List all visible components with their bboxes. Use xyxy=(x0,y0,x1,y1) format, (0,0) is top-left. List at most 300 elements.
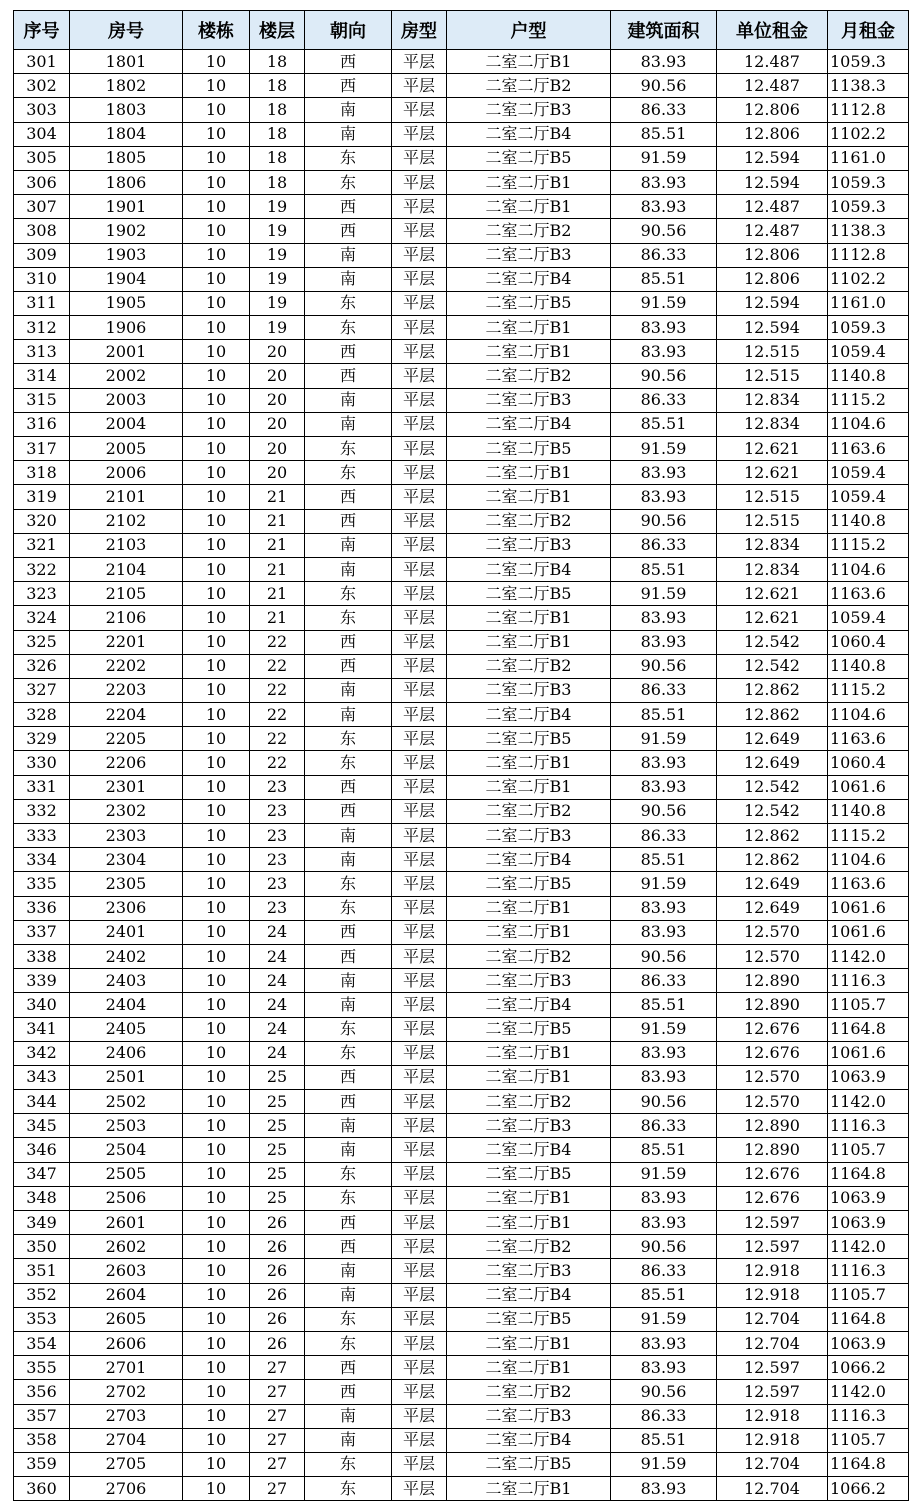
cell-floor: 18 xyxy=(250,170,305,194)
cell-layout: 二室二厅B1 xyxy=(447,1356,611,1380)
cell-layout: 二室二厅B3 xyxy=(447,824,611,848)
cell-floor: 22 xyxy=(250,703,305,727)
cell-monthly-rent: 1115.2 xyxy=(828,678,909,702)
cell-floor: 19 xyxy=(250,267,305,291)
cell-room-no: 2301 xyxy=(70,775,183,799)
cell-floor: 18 xyxy=(250,74,305,98)
cell-monthly-rent: 1059.4 xyxy=(828,340,909,364)
cell-layout: 二室二厅B3 xyxy=(447,678,611,702)
cell-orientation: 西 xyxy=(305,630,392,654)
cell-orientation: 西 xyxy=(305,364,392,388)
cell-unit-rent: 12.621 xyxy=(717,606,828,630)
cell-floor-area: 83.93 xyxy=(611,1065,717,1089)
cell-monthly-rent: 1163.6 xyxy=(828,727,909,751)
cell-orientation: 东 xyxy=(305,1477,392,1501)
table-row xyxy=(14,291,909,315)
cell-seq: 350 xyxy=(14,1235,70,1259)
table-row xyxy=(14,219,909,243)
cell-orientation: 南 xyxy=(305,678,392,702)
header-row xyxy=(14,11,909,50)
cell-building: 10 xyxy=(183,412,250,436)
table-row xyxy=(14,122,909,146)
cell-layout: 二室二厅B4 xyxy=(447,412,611,436)
cell-floor-area: 91.59 xyxy=(611,1017,717,1041)
table-row xyxy=(14,1211,909,1235)
cell-room-type: 平层 xyxy=(392,848,447,872)
cell-floor-area: 86.33 xyxy=(611,1114,717,1138)
table-row xyxy=(14,848,909,872)
cell-room-no: 2406 xyxy=(70,1041,183,1065)
cell-layout: 二室二厅B3 xyxy=(447,533,611,557)
cell-room-no: 2004 xyxy=(70,412,183,436)
header-monthly-rent: 月租金 xyxy=(828,11,909,50)
cell-room-no: 1806 xyxy=(70,170,183,194)
table-row xyxy=(14,98,909,122)
cell-building: 10 xyxy=(183,1307,250,1331)
cell-layout: 二室二厅B1 xyxy=(447,1186,611,1210)
cell-floor-area: 90.56 xyxy=(611,1090,717,1114)
cell-monthly-rent: 1066.2 xyxy=(828,1477,909,1501)
cell-orientation: 西 xyxy=(305,799,392,823)
cell-room-type: 平层 xyxy=(392,1331,447,1355)
cell-seq: 358 xyxy=(14,1428,70,1452)
cell-layout: 二室二厅B4 xyxy=(447,1138,611,1162)
cell-room-type: 平层 xyxy=(392,606,447,630)
cell-building: 10 xyxy=(183,437,250,461)
cell-layout: 二室二厅B2 xyxy=(447,944,611,968)
cell-layout: 二室二厅B1 xyxy=(447,316,611,340)
cell-room-no: 2403 xyxy=(70,969,183,993)
cell-floor-area: 83.93 xyxy=(611,920,717,944)
cell-monthly-rent: 1115.2 xyxy=(828,824,909,848)
table-row xyxy=(14,557,909,581)
cell-monthly-rent: 1059.3 xyxy=(828,50,909,74)
table-row xyxy=(14,1307,909,1331)
cell-unit-rent: 12.918 xyxy=(717,1283,828,1307)
cell-orientation: 南 xyxy=(305,267,392,291)
cell-unit-rent: 12.862 xyxy=(717,678,828,702)
cell-room-type: 平层 xyxy=(392,50,447,74)
cell-building: 10 xyxy=(183,896,250,920)
cell-room-type: 平层 xyxy=(392,146,447,170)
cell-unit-rent: 12.890 xyxy=(717,1114,828,1138)
table-row xyxy=(14,630,909,654)
cell-seq: 323 xyxy=(14,582,70,606)
table-row xyxy=(14,1356,909,1380)
cell-room-no: 2402 xyxy=(70,944,183,968)
cell-floor-area: 83.93 xyxy=(611,630,717,654)
cell-seq: 311 xyxy=(14,291,70,315)
cell-room-no: 2701 xyxy=(70,1356,183,1380)
cell-seq: 330 xyxy=(14,751,70,775)
cell-building: 10 xyxy=(183,316,250,340)
cell-layout: 二室二厅B5 xyxy=(447,1162,611,1186)
cell-orientation: 西 xyxy=(305,195,392,219)
cell-orientation: 东 xyxy=(305,1307,392,1331)
cell-floor: 18 xyxy=(250,146,305,170)
cell-seq: 356 xyxy=(14,1380,70,1404)
cell-floor: 20 xyxy=(250,412,305,436)
cell-unit-rent: 12.487 xyxy=(717,195,828,219)
cell-room-no: 2201 xyxy=(70,630,183,654)
cell-room-no: 2501 xyxy=(70,1065,183,1089)
cell-floor-area: 90.56 xyxy=(611,219,717,243)
cell-room-type: 平层 xyxy=(392,437,447,461)
cell-floor: 21 xyxy=(250,533,305,557)
cell-seq: 360 xyxy=(14,1477,70,1501)
cell-seq: 341 xyxy=(14,1017,70,1041)
cell-monthly-rent: 1115.2 xyxy=(828,533,909,557)
cell-room-type: 平层 xyxy=(392,461,447,485)
cell-seq: 355 xyxy=(14,1356,70,1380)
cell-room-type: 平层 xyxy=(392,1235,447,1259)
cell-monthly-rent: 1163.6 xyxy=(828,437,909,461)
table-row xyxy=(14,1259,909,1283)
table-body xyxy=(14,50,909,1501)
cell-monthly-rent: 1063.9 xyxy=(828,1065,909,1089)
cell-seq: 344 xyxy=(14,1090,70,1114)
cell-seq: 354 xyxy=(14,1331,70,1355)
table-row xyxy=(14,1428,909,1452)
cell-monthly-rent: 1161.0 xyxy=(828,291,909,315)
cell-layout: 二室二厅B3 xyxy=(447,1259,611,1283)
cell-monthly-rent: 1112.8 xyxy=(828,243,909,267)
cell-building: 10 xyxy=(183,122,250,146)
cell-room-type: 平层 xyxy=(392,1162,447,1186)
cell-orientation: 东 xyxy=(305,1186,392,1210)
cell-unit-rent: 12.542 xyxy=(717,654,828,678)
cell-monthly-rent: 1059.4 xyxy=(828,461,909,485)
cell-seq: 308 xyxy=(14,219,70,243)
table-row xyxy=(14,799,909,823)
cell-seq: 320 xyxy=(14,509,70,533)
cell-floor-area: 83.93 xyxy=(611,170,717,194)
cell-layout: 二室二厅B4 xyxy=(447,848,611,872)
cell-floor-area: 91.59 xyxy=(611,872,717,896)
cell-orientation: 南 xyxy=(305,388,392,412)
cell-room-no: 2404 xyxy=(70,993,183,1017)
cell-unit-rent: 12.806 xyxy=(717,98,828,122)
cell-room-no: 2601 xyxy=(70,1211,183,1235)
cell-orientation: 东 xyxy=(305,1331,392,1355)
table-row xyxy=(14,74,909,98)
cell-floor-area: 90.56 xyxy=(611,1235,717,1259)
cell-room-no: 2304 xyxy=(70,848,183,872)
cell-room-type: 平层 xyxy=(392,824,447,848)
cell-unit-rent: 12.890 xyxy=(717,969,828,993)
cell-room-type: 平层 xyxy=(392,243,447,267)
cell-orientation: 西 xyxy=(305,219,392,243)
table-row xyxy=(14,461,909,485)
cell-layout: 二室二厅B1 xyxy=(447,170,611,194)
cell-room-type: 平层 xyxy=(392,872,447,896)
cell-unit-rent: 12.890 xyxy=(717,993,828,1017)
cell-floor-area: 86.33 xyxy=(611,1259,717,1283)
cell-unit-rent: 12.570 xyxy=(717,920,828,944)
cell-seq: 334 xyxy=(14,848,70,872)
cell-layout: 二室二厅B2 xyxy=(447,654,611,678)
cell-monthly-rent: 1105.7 xyxy=(828,1428,909,1452)
cell-room-type: 平层 xyxy=(392,1114,447,1138)
cell-floor: 25 xyxy=(250,1162,305,1186)
table-row xyxy=(14,1138,909,1162)
cell-room-type: 平层 xyxy=(392,195,447,219)
cell-building: 10 xyxy=(183,630,250,654)
cell-monthly-rent: 1164.8 xyxy=(828,1307,909,1331)
cell-room-type: 平层 xyxy=(392,703,447,727)
table-row xyxy=(14,1041,909,1065)
cell-orientation: 南 xyxy=(305,1114,392,1138)
cell-floor: 24 xyxy=(250,1017,305,1041)
cell-floor: 23 xyxy=(250,848,305,872)
cell-floor-area: 83.93 xyxy=(611,340,717,364)
cell-unit-rent: 12.890 xyxy=(717,1138,828,1162)
cell-monthly-rent: 1104.6 xyxy=(828,848,909,872)
cell-building: 10 xyxy=(183,1162,250,1186)
cell-floor-area: 91.59 xyxy=(611,727,717,751)
cell-building: 10 xyxy=(183,485,250,509)
cell-orientation: 东 xyxy=(305,437,392,461)
cell-orientation: 东 xyxy=(305,582,392,606)
cell-unit-rent: 12.676 xyxy=(717,1017,828,1041)
cell-floor: 26 xyxy=(250,1307,305,1331)
cell-layout: 二室二厅B5 xyxy=(447,582,611,606)
cell-floor: 27 xyxy=(250,1428,305,1452)
cell-layout: 二室二厅B4 xyxy=(447,122,611,146)
cell-building: 10 xyxy=(183,703,250,727)
cell-floor: 20 xyxy=(250,388,305,412)
cell-layout: 二室二厅B3 xyxy=(447,1114,611,1138)
cell-orientation: 西 xyxy=(305,1065,392,1089)
table-header xyxy=(14,11,909,50)
cell-building: 10 xyxy=(183,74,250,98)
cell-orientation: 西 xyxy=(305,1356,392,1380)
table-row xyxy=(14,1114,909,1138)
cell-floor: 22 xyxy=(250,654,305,678)
cell-room-no: 2606 xyxy=(70,1331,183,1355)
cell-monthly-rent: 1105.7 xyxy=(828,993,909,1017)
cell-room-type: 平层 xyxy=(392,219,447,243)
cell-layout: 二室二厅B1 xyxy=(447,1331,611,1355)
cell-orientation: 东 xyxy=(305,1452,392,1476)
cell-seq: 333 xyxy=(14,824,70,848)
cell-floor-area: 83.93 xyxy=(611,316,717,340)
cell-orientation: 南 xyxy=(305,1283,392,1307)
cell-monthly-rent: 1116.3 xyxy=(828,1259,909,1283)
cell-seq: 345 xyxy=(14,1114,70,1138)
cell-floor: 20 xyxy=(250,437,305,461)
cell-orientation: 东 xyxy=(305,1041,392,1065)
cell-room-type: 平层 xyxy=(392,170,447,194)
table-row xyxy=(14,872,909,896)
cell-floor: 21 xyxy=(250,485,305,509)
cell-room-no: 2604 xyxy=(70,1283,183,1307)
cell-orientation: 东 xyxy=(305,1162,392,1186)
cell-monthly-rent: 1061.6 xyxy=(828,775,909,799)
cell-building: 10 xyxy=(183,1380,250,1404)
cell-room-no: 2006 xyxy=(70,461,183,485)
cell-floor: 21 xyxy=(250,557,305,581)
cell-floor: 25 xyxy=(250,1186,305,1210)
cell-orientation: 南 xyxy=(305,848,392,872)
cell-layout: 二室二厅B4 xyxy=(447,703,611,727)
cell-monthly-rent: 1104.6 xyxy=(828,703,909,727)
cell-layout: 二室二厅B2 xyxy=(447,74,611,98)
cell-floor-area: 90.56 xyxy=(611,1380,717,1404)
table-row xyxy=(14,340,909,364)
cell-room-no: 2302 xyxy=(70,799,183,823)
cell-floor: 27 xyxy=(250,1452,305,1476)
cell-floor-area: 83.93 xyxy=(611,1356,717,1380)
cell-floor-area: 83.93 xyxy=(611,1477,717,1501)
cell-unit-rent: 12.704 xyxy=(717,1477,828,1501)
cell-monthly-rent: 1115.2 xyxy=(828,388,909,412)
cell-room-no: 2506 xyxy=(70,1186,183,1210)
cell-layout: 二室二厅B1 xyxy=(447,1477,611,1501)
cell-unit-rent: 12.570 xyxy=(717,944,828,968)
cell-unit-rent: 12.597 xyxy=(717,1235,828,1259)
cell-floor-area: 90.56 xyxy=(611,509,717,533)
cell-room-type: 平层 xyxy=(392,364,447,388)
cell-floor-area: 91.59 xyxy=(611,1162,717,1186)
cell-seq: 331 xyxy=(14,775,70,799)
cell-monthly-rent: 1116.3 xyxy=(828,969,909,993)
cell-floor-area: 91.59 xyxy=(611,291,717,315)
cell-monthly-rent: 1164.8 xyxy=(828,1017,909,1041)
cell-room-type: 平层 xyxy=(392,98,447,122)
cell-unit-rent: 12.834 xyxy=(717,388,828,412)
cell-monthly-rent: 1063.9 xyxy=(828,1331,909,1355)
cell-building: 10 xyxy=(183,1138,250,1162)
cell-unit-rent: 12.918 xyxy=(717,1404,828,1428)
cell-orientation: 西 xyxy=(305,920,392,944)
cell-building: 10 xyxy=(183,799,250,823)
cell-layout: 二室二厅B1 xyxy=(447,1065,611,1089)
cell-seq: 306 xyxy=(14,170,70,194)
cell-room-no: 1904 xyxy=(70,267,183,291)
cell-monthly-rent: 1059.4 xyxy=(828,606,909,630)
cell-unit-rent: 12.704 xyxy=(717,1452,828,1476)
cell-orientation: 西 xyxy=(305,1090,392,1114)
cell-layout: 二室二厅B1 xyxy=(447,50,611,74)
cell-monthly-rent: 1061.6 xyxy=(828,896,909,920)
cell-unit-rent: 12.806 xyxy=(717,267,828,291)
cell-unit-rent: 12.862 xyxy=(717,703,828,727)
cell-orientation: 南 xyxy=(305,1259,392,1283)
table-row xyxy=(14,388,909,412)
header-layout: 户型 xyxy=(447,11,611,50)
cell-orientation: 东 xyxy=(305,291,392,315)
cell-seq: 307 xyxy=(14,195,70,219)
cell-orientation: 南 xyxy=(305,122,392,146)
table-row xyxy=(14,582,909,606)
cell-layout: 二室二厅B1 xyxy=(447,461,611,485)
cell-floor-area: 86.33 xyxy=(611,98,717,122)
cell-layout: 二室二厅B2 xyxy=(447,219,611,243)
cell-room-type: 平层 xyxy=(392,920,447,944)
cell-layout: 二室二厅B1 xyxy=(447,485,611,509)
cell-room-type: 平层 xyxy=(392,630,447,654)
cell-unit-rent: 12.649 xyxy=(717,751,828,775)
header-room-no: 房号 xyxy=(70,11,183,50)
cell-seq: 322 xyxy=(14,557,70,581)
cell-floor: 24 xyxy=(250,969,305,993)
cell-room-type: 平层 xyxy=(392,751,447,775)
cell-seq: 353 xyxy=(14,1307,70,1331)
cell-orientation: 南 xyxy=(305,993,392,1017)
cell-unit-rent: 12.515 xyxy=(717,485,828,509)
cell-room-no: 2502 xyxy=(70,1090,183,1114)
cell-seq: 332 xyxy=(14,799,70,823)
cell-room-no: 2505 xyxy=(70,1162,183,1186)
cell-orientation: 西 xyxy=(305,1380,392,1404)
cell-orientation: 东 xyxy=(305,170,392,194)
cell-unit-rent: 12.704 xyxy=(717,1331,828,1355)
cell-room-no: 2605 xyxy=(70,1307,183,1331)
table-row xyxy=(14,1452,909,1476)
cell-room-type: 平层 xyxy=(392,1356,447,1380)
cell-floor-area: 83.93 xyxy=(611,461,717,485)
table-row xyxy=(14,1283,909,1307)
cell-floor-area: 83.93 xyxy=(611,1331,717,1355)
cell-monthly-rent: 1140.8 xyxy=(828,509,909,533)
cell-floor: 26 xyxy=(250,1331,305,1355)
cell-layout: 二室二厅B5 xyxy=(447,291,611,315)
cell-building: 10 xyxy=(183,1283,250,1307)
cell-room-type: 平层 xyxy=(392,267,447,291)
cell-seq: 343 xyxy=(14,1065,70,1089)
cell-unit-rent: 12.918 xyxy=(717,1259,828,1283)
cell-layout: 二室二厅B2 xyxy=(447,364,611,388)
cell-floor-area: 86.33 xyxy=(611,1404,717,1428)
cell-orientation: 西 xyxy=(305,1235,392,1259)
cell-monthly-rent: 1105.7 xyxy=(828,1283,909,1307)
cell-layout: 二室二厅B4 xyxy=(447,1283,611,1307)
cell-building: 10 xyxy=(183,1017,250,1041)
cell-orientation: 东 xyxy=(305,872,392,896)
cell-layout: 二室二厅B5 xyxy=(447,727,611,751)
cell-room-no: 2203 xyxy=(70,678,183,702)
cell-seq: 305 xyxy=(14,146,70,170)
cell-floor-area: 90.56 xyxy=(611,654,717,678)
cell-room-type: 平层 xyxy=(392,993,447,1017)
cell-unit-rent: 12.542 xyxy=(717,630,828,654)
cell-unit-rent: 12.834 xyxy=(717,557,828,581)
cell-building: 10 xyxy=(183,388,250,412)
cell-monthly-rent: 1164.8 xyxy=(828,1162,909,1186)
cell-unit-rent: 12.570 xyxy=(717,1090,828,1114)
cell-floor-area: 90.56 xyxy=(611,364,717,388)
cell-unit-rent: 12.621 xyxy=(717,437,828,461)
cell-seq: 325 xyxy=(14,630,70,654)
cell-seq: 326 xyxy=(14,654,70,678)
cell-layout: 二室二厅B1 xyxy=(447,1211,611,1235)
cell-orientation: 西 xyxy=(305,74,392,98)
cell-monthly-rent: 1102.2 xyxy=(828,267,909,291)
cell-layout: 二室二厅B1 xyxy=(447,751,611,775)
cell-orientation: 东 xyxy=(305,316,392,340)
cell-floor-area: 85.51 xyxy=(611,1283,717,1307)
cell-unit-rent: 12.487 xyxy=(717,50,828,74)
cell-room-no: 2005 xyxy=(70,437,183,461)
cell-seq: 312 xyxy=(14,316,70,340)
cell-room-type: 平层 xyxy=(392,1138,447,1162)
cell-orientation: 南 xyxy=(305,243,392,267)
cell-unit-rent: 12.515 xyxy=(717,340,828,364)
cell-building: 10 xyxy=(183,243,250,267)
cell-room-type: 平层 xyxy=(392,74,447,98)
cell-building: 10 xyxy=(183,1428,250,1452)
